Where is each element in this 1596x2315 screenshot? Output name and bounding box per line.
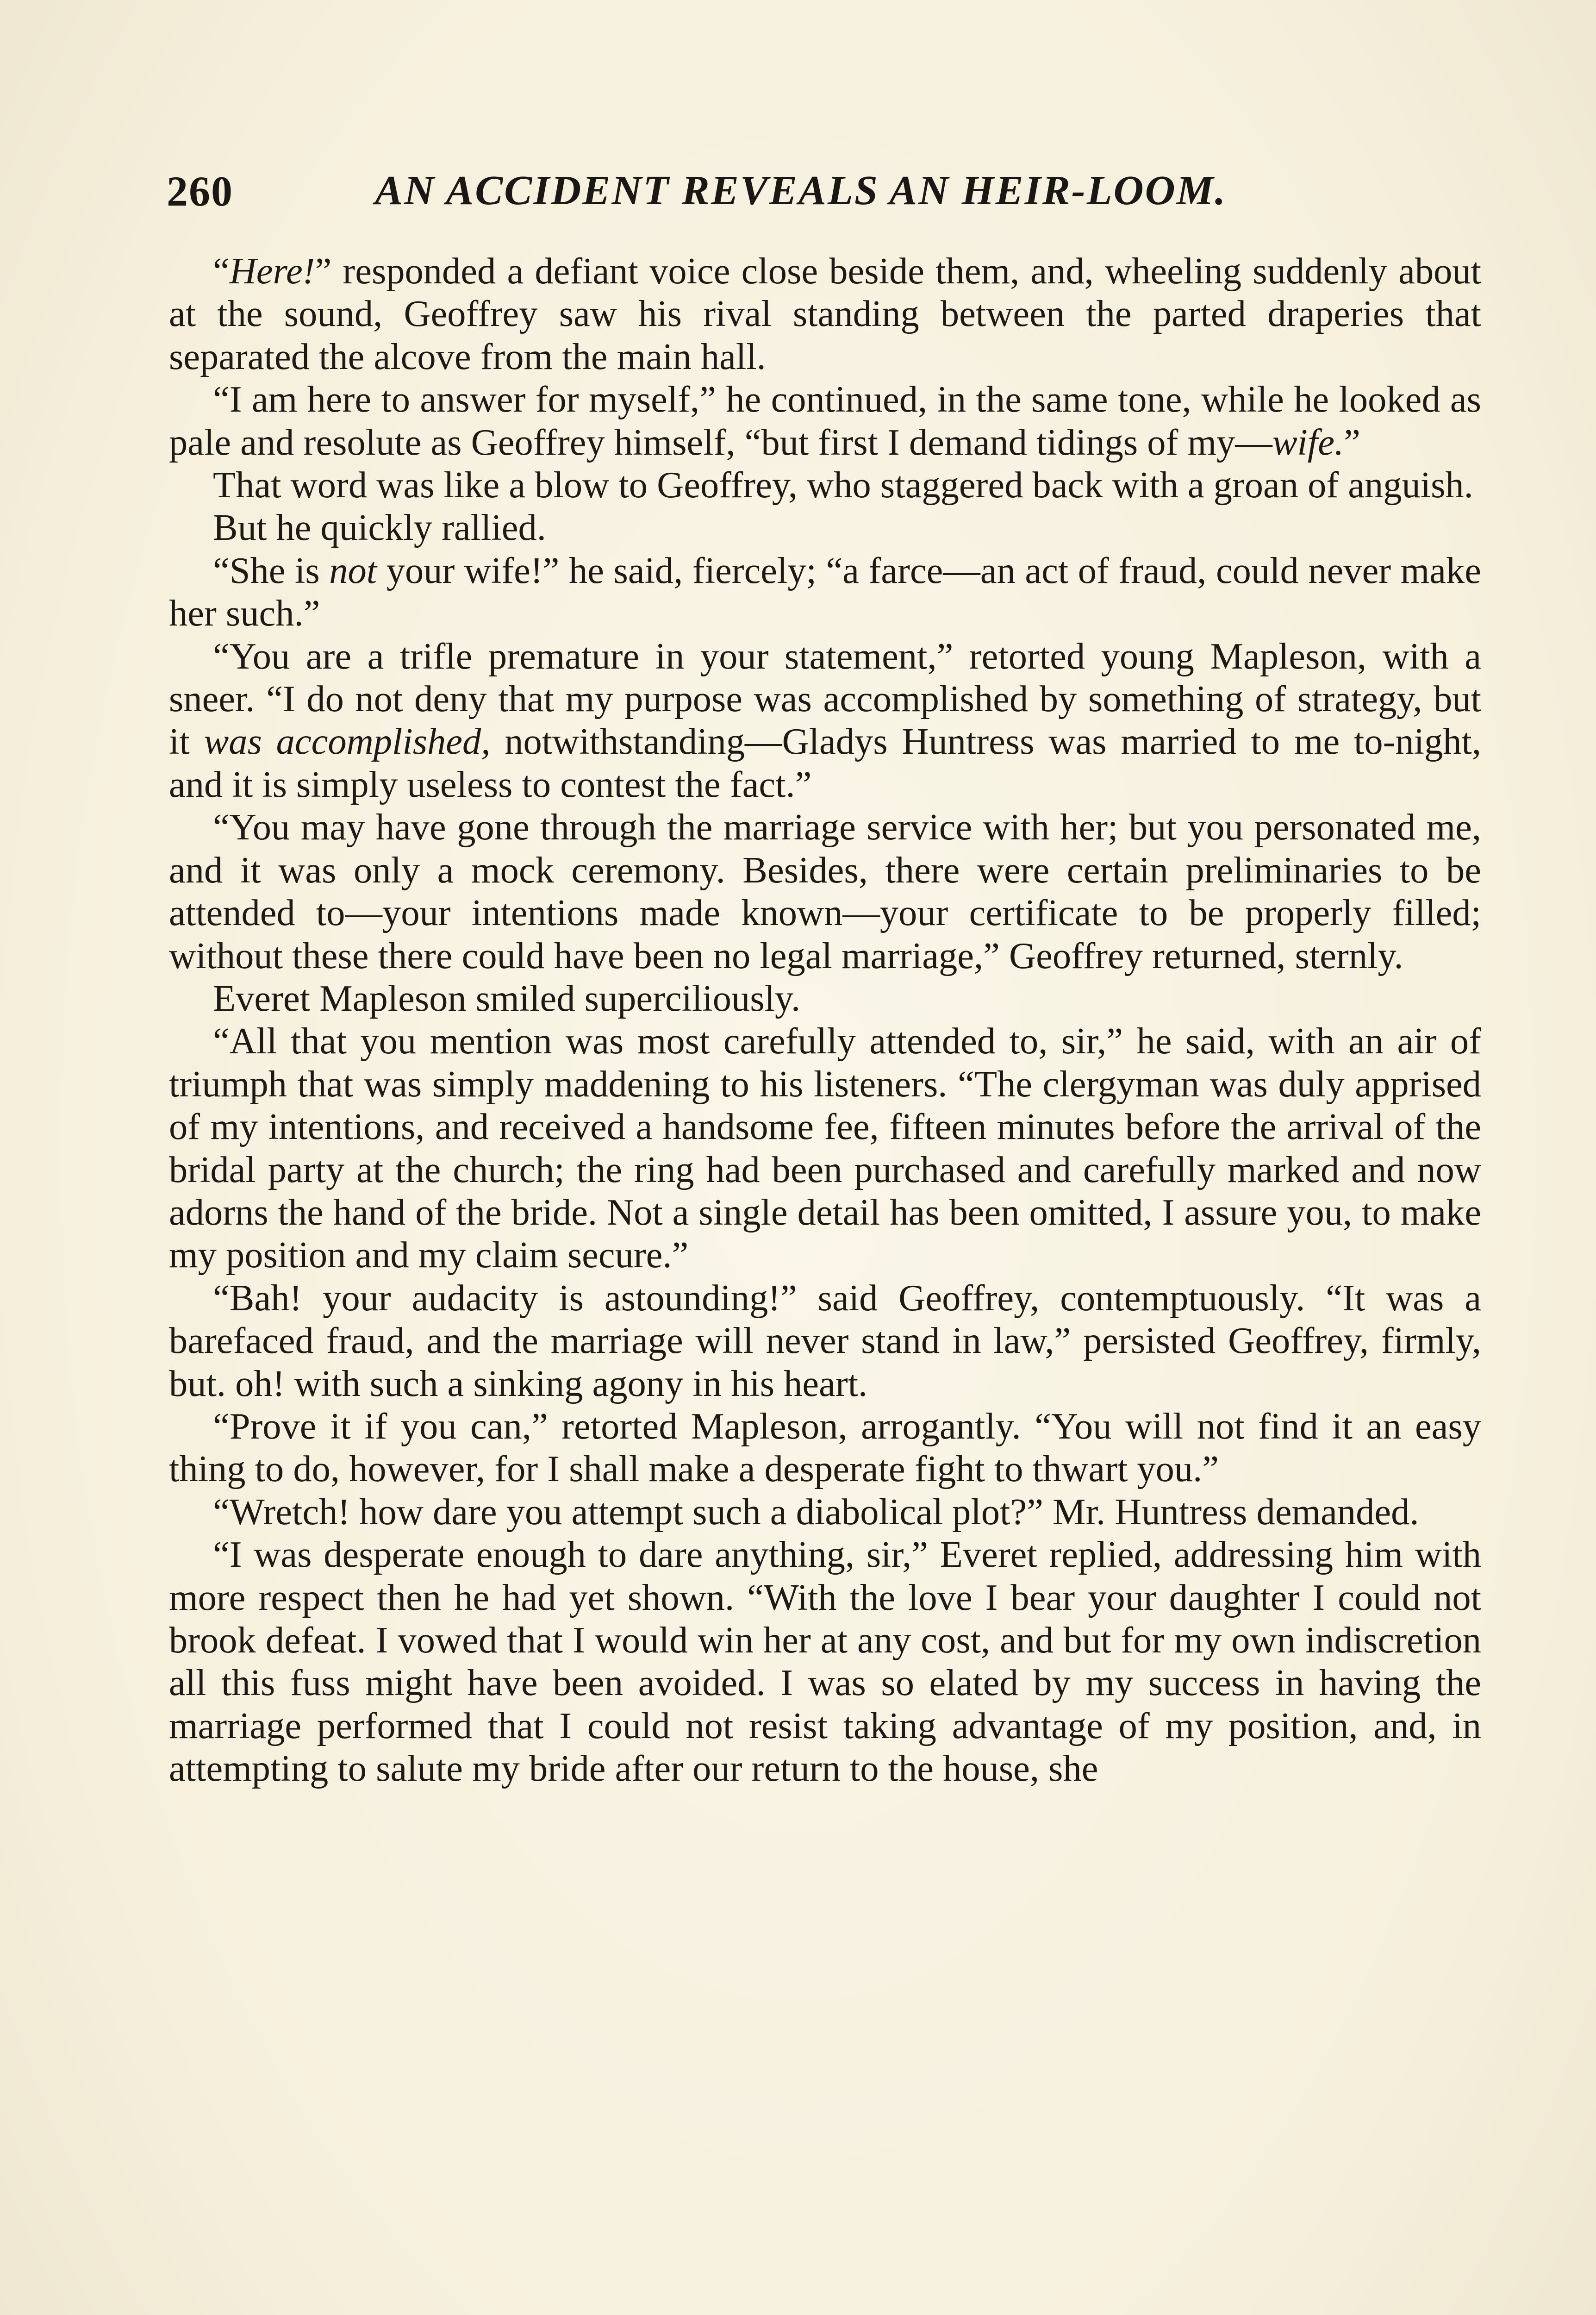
paragraph: “Bah! your audacity is astounding!” said Geoffrey, contemptuously. “It was a barefaced fraud, and the marriage will never stand in law,” persisted Geoffrey, firmly, but. oh! with such a sinking agony in his heart. [169,1277,1481,1404]
paragraph: “She is not your wife!” he said, fiercely; “a farce—an act of fraud, could never make her such.” [169,550,1481,634]
paragraph: “You are a trifle premature in your statement,” retorted young Mapleson, with a sneer. “I do not deny that my purpose was accomplished by something of strategy, but it was accomplished, notwithstanding—Gladys Huntress was married to me to-night, and it is simply useless to contest the fact.” [169,635,1482,805]
paragraph: “Here!” responded a defiant voice close beside them, and, wheeling suddenly about at the sound, Geoffrey saw his rival standing between the parted draperies that separated the alcove from the main hall. [169,250,1481,377]
paragraph: “Wretch! how dare you attempt such a diabolical plot?” Mr. Huntress demanded. [213,1491,1419,1533]
page-number: 260 [167,168,233,215]
paragraph: “All that you mention was most carefully attended to, sir,” he said, with an air of triumph that was simply maddening to his listeners. “The clergyman was duly apprised of my intentions, and received a handsome fee, fifteen minutes before the arrival of the bridal party at the church; the ring had been purchased and carefully marked and now adorns the hand of the bride. Not a single detail has been omitted, I assure you, to make my position and my claim secure.” [169,1020,1481,1276]
paragraph: That word was like a blow to Geoffrey, who staggered back with a groan of anguish. [213,464,1473,506]
paragraph: Everet Mapleson smiled superciliously. [213,977,801,1019]
paragraph: “Prove it if you can,” retorted Mapleson, arrogantly. “You will not find it an easy thing to do, however, for I shall make a desperate fight to thwart you.” [169,1405,1481,1490]
body-text [169,250,1481,1790]
page-header [167,167,1481,222]
paragraph: “You may have gone through the marriage service with her; but you personated me, and it was only a mock ceremony. Besides, there were certain preliminaries to be attended to—your intentions made known—your certificate to be properly filled; without these there could have been no legal marriage,” Geoffrey returned, sternly. [169,807,1481,976]
paragraph: But he quickly rallied. [213,507,546,549]
running-head: AN ACCIDENT REVEALS AN HEIR-LOOM. [375,168,1227,213]
paragraph: “I was desperate enough to dare anything, sir,” Everet replied, addressing him with more respect then he had yet shown. “With the love I bear your daughter I could not brook defeat. I vowed that I would win her at any cost, and but for my own indiscretion all this fuss might have been avoided. I was so elated by my success in having the marriage performed that I could not resist taking advantage of my position, and, in attempting to salute my bride after our return to the house, she [169,1534,1481,1789]
paragraph: “I am here to answer for myself,” he continued, in the same tone, while he looked as pale and resolute as Geoffrey himself, “but first I demand tidings of my—wife.” [169,379,1481,463]
